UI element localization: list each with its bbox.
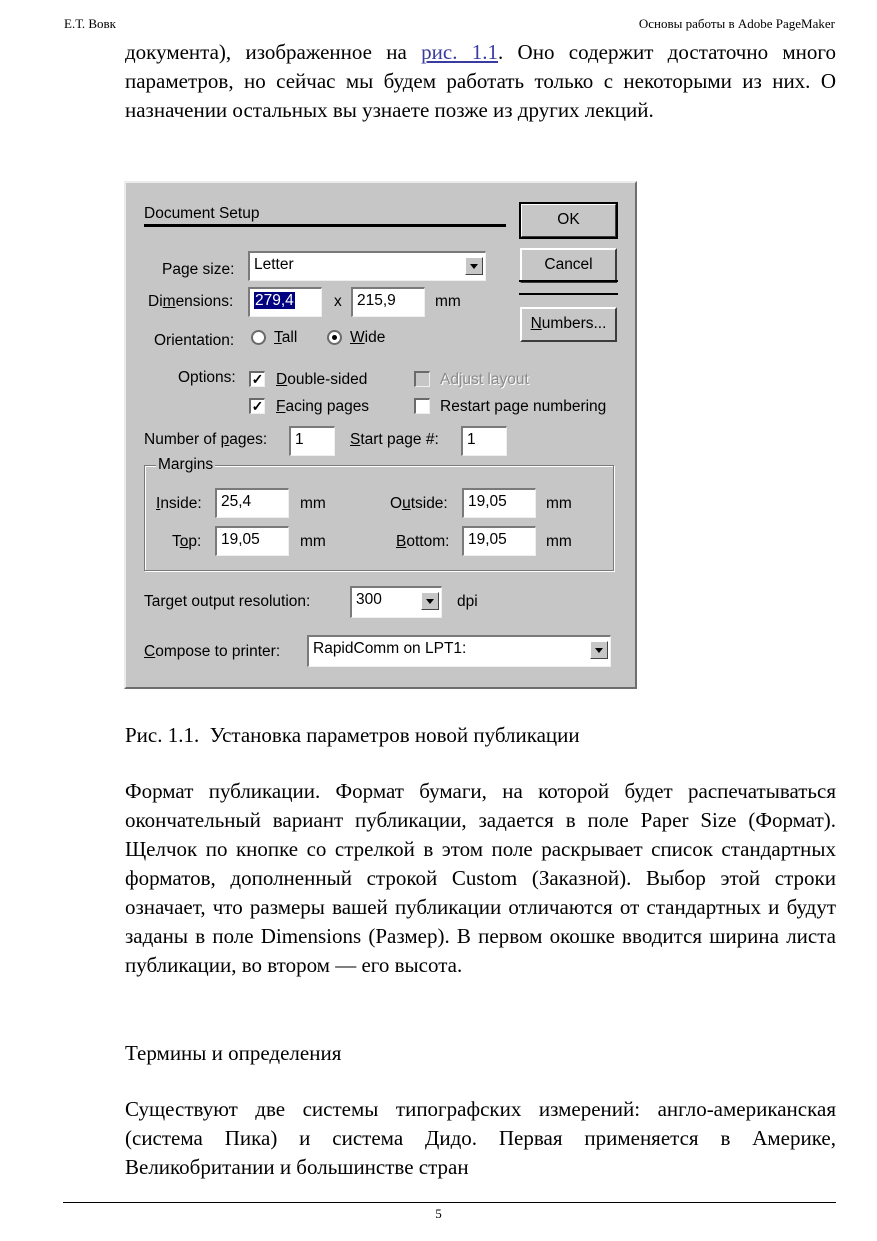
num-pages-input[interactable]: 1 [289,426,335,456]
tall-label: Tall [274,329,298,346]
page-size-label: Page size: [162,261,235,278]
resolution-label: Target output resolution: [144,593,311,610]
wide-label: Wide [350,329,386,346]
header-author: Е.Т. Вовк [64,16,116,31]
page-number: 5 [435,1206,442,1221]
inside-unit: mm [300,495,326,512]
intro-text-end: . Оно содержит достаточно много параметров, но сейчас мы будем работать только с некоторыми из них. О назначении остальных вы узнаете позже из других лекций. [125,40,836,122]
ok-button[interactable]: OK [520,203,617,238]
resolution-unit: dpi [457,593,478,610]
top-input[interactable]: 19,05 [215,526,289,556]
restart-numbering-label: Restart page numbering [440,398,607,415]
printer-dropdown-icon[interactable] [590,641,608,659]
double-sided-checkbox[interactable]: ✓ [249,371,265,387]
inside-label: Inside: [156,495,202,512]
numbers-button[interactable]: Numbers... [520,307,617,342]
paper-format-paragraph: Формат публикации. Формат бумаги, на которой будет распечатываться окончательный вариант публикации, задается в поле Paper Size (Формат). Щелчок по кнопке со стрелкой в этом поле раскрывает список стандартных форматов, дополненный строкой Custom (Заказной). Выбор этой строки означает, что размеры вашей публикации отличаются от стандартных и будут заданы в поле Dimensions (Размер). В первом окошке вводится ширина листа публикации, во втором — его высота. [125,779,836,977]
adjust-layout-checkbox[interactable] [414,371,430,387]
intro-text-start: документа), изображенное на [125,40,422,64]
tall-radio[interactable] [251,330,266,345]
document-setup-dialog [124,181,637,689]
facing-pages-label: Facing pages [276,398,370,415]
resolution-value: 300 [356,591,382,608]
top-label: Top: [172,533,202,550]
resolution-dropdown-icon[interactable] [421,592,439,610]
margins-label: Margins [158,456,214,473]
intro-paragraph [125,38,836,125]
title-divider [144,224,506,227]
options-label: Options: [178,369,236,386]
start-page-label: Start page #: [350,431,439,448]
figure-link[interactable]: рис. 1.1 [421,40,498,64]
outside-unit: mm [546,495,572,512]
outside-input[interactable]: 19,05 [462,488,536,518]
button-separator-2 [519,293,618,295]
dimensions-label: Dimensions: [148,293,234,310]
resolution-select[interactable] [350,586,442,618]
printer-value: RapidComm on LPT1: [313,640,467,657]
typography-paragraph: Существуют две системы типографских измерений: англо-американская (система Пика) и система Дидо. Первая применяется в Америке, Великобритании и большинстве стран [125,1097,836,1179]
outside-label: Outside: [390,495,448,512]
page-size-value: Letter [254,256,294,273]
adjust-layout-label: Adjust layout [440,371,529,388]
inside-input[interactable]: 25,4 [215,488,289,518]
page-size-dropdown-icon[interactable] [465,257,483,275]
bottom-unit: mm [546,533,572,550]
printer-select[interactable] [307,635,611,667]
section-heading: Термины и определения [125,1041,342,1065]
bottom-input[interactable]: 19,05 [462,526,536,556]
width-input[interactable] [248,287,322,317]
dimensions-unit: mm [435,293,461,310]
button-separator-1 [519,280,618,282]
page-size-select[interactable] [248,251,486,281]
bottom-label: Bottom: [396,533,450,550]
cancel-button[interactable]: Cancel [520,248,617,283]
width-value: 279,4 [255,292,294,309]
header-title: Основы работы в Adobe PageMaker [638,16,835,31]
figure-caption: Рис. 1.1. Установка параметров новой публикации [125,723,580,747]
dialog-title: Document Setup [144,205,260,222]
restart-numbering-checkbox[interactable] [414,398,430,414]
printer-label: Compose to printer: [144,643,281,660]
double-sided-label: Double-sided [276,371,368,388]
orientation-label: Orientation: [154,332,235,349]
footer-rule [63,1202,836,1203]
num-pages-label: Number of pages: [144,431,268,448]
facing-pages-checkbox[interactable]: ✓ [249,398,265,414]
height-input[interactable]: 215,9 [351,287,425,317]
wide-radio[interactable] [327,330,342,345]
dimensions-x: x [334,293,342,310]
start-page-input[interactable]: 1 [461,426,507,456]
top-unit: mm [300,533,326,550]
